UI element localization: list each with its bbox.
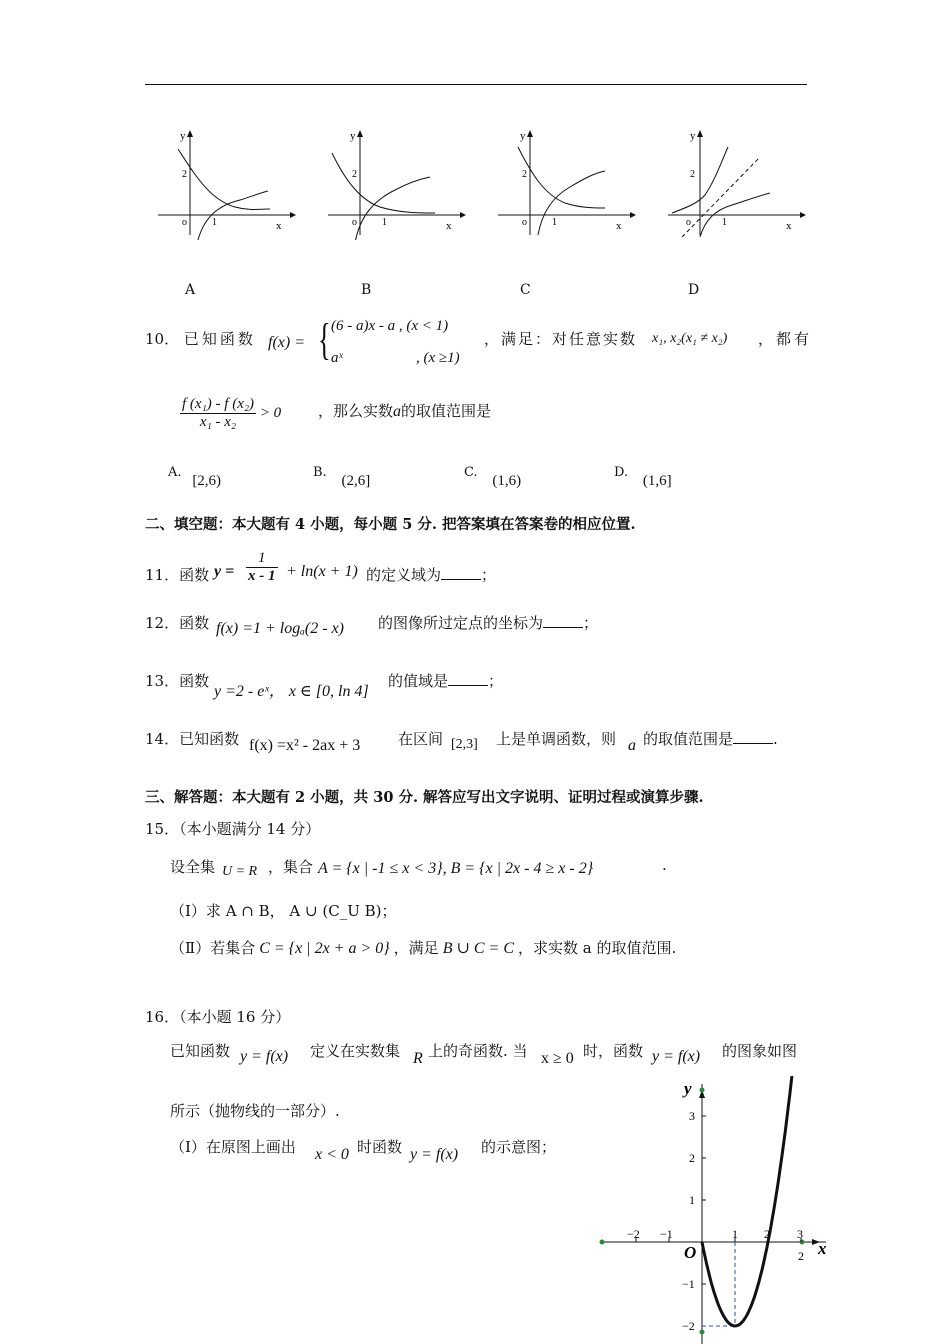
- q12-post-text: 的图像所过定点的坐标为: [378, 614, 544, 632]
- q10-mid: ，满足：对任意实数: [484, 330, 638, 348]
- q10-tail: ，都有: [758, 330, 813, 348]
- q15-l1-pre: 设全集: [170, 858, 216, 876]
- q16-l3-pre: （Ⅰ）在原图上画出: [170, 1138, 296, 1156]
- section-2-heading: 二、填空题：本大题有 4 小题，每小题 5 分. 把答案填在答案卷的相应位置.: [145, 516, 636, 533]
- q16-figure: [596, 1076, 836, 1344]
- q10-option-d: [614, 462, 672, 489]
- q14-number: 14．: [145, 730, 180, 748]
- graph-label-c: C: [520, 282, 531, 298]
- q13-post-text: 的值域是: [388, 672, 449, 690]
- option-a-key: A.: [168, 465, 182, 480]
- svg-text:2: 2: [352, 169, 357, 180]
- q12-answer-blank[interactable]: [543, 627, 583, 628]
- q16-l1-cond: x ≥ 0: [541, 1050, 574, 1067]
- option-graphs: [150, 125, 810, 240]
- q10-frac-den: x₁ - x₂: [199, 414, 237, 430]
- q16-l1-mid: 定义在实数集: [310, 1042, 401, 1060]
- q10-after: [318, 400, 491, 421]
- q12-pre: 函数: [179, 614, 210, 632]
- q12-end: ；: [583, 614, 599, 632]
- q14-expr: f(x) =x² - 2ax + 3: [249, 737, 361, 754]
- svg-text:y: y: [520, 130, 526, 142]
- x-tick-1: 1: [732, 1227, 738, 1241]
- svg-text:1: 1: [212, 217, 217, 228]
- q10-frac-num: f (x₁) - f (x₂): [182, 396, 255, 412]
- q10-number: 10．: [145, 330, 180, 348]
- graph-label-a: A: [185, 282, 196, 298]
- option-a-value: [2,6): [192, 473, 222, 489]
- question-14: [145, 728, 239, 749]
- q14-post-text: 的取值范围是: [643, 730, 734, 748]
- q14-interval: [2,3]: [451, 737, 478, 752]
- q14-mid2: 上是单调函数，则: [496, 730, 617, 748]
- y-tick-neg1: −1: [682, 1277, 695, 1291]
- parabola-curve: [702, 1076, 794, 1326]
- y-tick-neg2: −2: [682, 1319, 695, 1333]
- q15-l3-mid: ，满足: [393, 939, 439, 957]
- option-d-value: (1,6]: [642, 473, 672, 489]
- q15-l3-pre: （Ⅱ）若集合: [170, 939, 256, 957]
- svg-text:y: y: [350, 130, 356, 142]
- y-axis-bottom-point: [700, 1330, 705, 1335]
- q16-line2: 所示（抛物线的一部分）.: [170, 1102, 340, 1120]
- q11-post: [366, 564, 496, 585]
- q10-condition: [180, 396, 281, 431]
- svg-text:x: x: [446, 220, 452, 232]
- q13-pre: 函数: [179, 672, 210, 690]
- q12-post: [378, 612, 598, 633]
- x-tick-neg2: −2: [627, 1227, 640, 1241]
- svg-text:o: o: [182, 217, 187, 228]
- q15-universal-set: U = R: [222, 864, 258, 879]
- option-b-value: (2,6]: [341, 473, 371, 489]
- svg-text:1: 1: [722, 217, 727, 228]
- q10-brace: {: [318, 315, 331, 364]
- option-d-key: D.: [614, 465, 629, 480]
- option-c-key: C.: [464, 465, 478, 480]
- svg-text:1: 1: [382, 217, 387, 228]
- q12-expr: f(x) =1 + logₐ(2 - x): [216, 620, 345, 637]
- q12-number: 12．: [145, 614, 180, 632]
- svg-text:o: o: [686, 217, 691, 228]
- q16-l1-R: R: [413, 1050, 423, 1067]
- svg-text:o: o: [522, 217, 527, 228]
- graph-c: [498, 130, 636, 235]
- q10-option-c: [464, 462, 522, 489]
- y-tick-3: 3: [689, 1109, 695, 1123]
- q13-end: ；: [488, 672, 504, 690]
- q16-l3-mid: 时函数: [357, 1138, 403, 1156]
- q15-l1-mid: ，集合: [268, 858, 314, 876]
- q11-number: 11．: [145, 566, 180, 584]
- q10-case2-cond: , (x ≥1): [416, 350, 460, 366]
- q11-end: ；: [481, 566, 497, 584]
- q15-sets: A = {x | -1 ≤ x < 3}, B = {x | 2x - 4 ≥ x - 2}: [318, 860, 594, 877]
- y-axis-top-point: [700, 1088, 705, 1093]
- q13-answer-blank[interactable]: [448, 685, 488, 686]
- y-tick-1: 1: [689, 1193, 695, 1207]
- option-c-value: (1,6): [492, 473, 522, 489]
- q15-part1: （Ⅰ）求 A ∩ B， A ∪ (C_U B)；: [170, 902, 397, 920]
- q10-option-b: [313, 462, 371, 489]
- svg-text:1: 1: [552, 217, 557, 228]
- x-tick-3: 3: [797, 1227, 803, 1241]
- q16-l1-pre: 已知函数: [170, 1042, 231, 1060]
- svg-text:x: x: [786, 220, 792, 232]
- q10-case1: (6 - a)x - a , (x < 1): [331, 318, 449, 334]
- q14-answer-blank[interactable]: [733, 743, 773, 744]
- q11-frac-num: 1: [246, 550, 278, 568]
- q10-gt: > 0: [259, 404, 282, 421]
- q11-answer-blank[interactable]: [441, 579, 481, 580]
- q15-line1: [170, 856, 215, 877]
- q15-part2: [170, 937, 676, 958]
- q13-post: [388, 670, 503, 691]
- q10-a: a: [393, 403, 402, 420]
- graph-label-d: D: [688, 282, 700, 298]
- q13-expr: y =2 - eˣ， x ∈ [0, ln 4]: [214, 683, 369, 700]
- q11-frac-den: x - 1: [248, 568, 276, 584]
- x-tick-neg1: −1: [660, 1227, 673, 1241]
- q16-l3-end: 的示意图；: [481, 1138, 557, 1156]
- q16-heading: 16．（本小题 16 分）: [145, 1008, 291, 1026]
- svg-text:2: 2: [182, 169, 187, 180]
- q10-case2-expr: aˣ: [331, 350, 343, 366]
- graph-label-b: B: [361, 282, 372, 298]
- q10-vars: x₁, x₂(x₁ ≠ x₂): [652, 331, 728, 346]
- question-12: [145, 612, 209, 633]
- q15-l3-cond: B ∪ C = C: [442, 940, 515, 957]
- section-3-heading: 三、解答题：本大题有 2 小题，共 30 分. 解答应写出文字说明、证明过程或演算步骤.: [145, 789, 704, 806]
- graph-d: [668, 130, 806, 237]
- y-tick-2: 2: [689, 1151, 695, 1165]
- q11-fraction: [246, 550, 278, 585]
- q16-l3-f: y = f(x): [410, 1146, 459, 1163]
- q15-l3-set: C = {x | 2x + a > 0}: [259, 940, 390, 957]
- q13-number: 13．: [145, 672, 180, 690]
- fig-xlabel: x: [818, 1239, 827, 1258]
- q10-after2: 的取值范围是: [401, 402, 492, 420]
- q10-after-text: ，那么实数: [318, 402, 394, 420]
- q15-heading: 15．（本小题满分 14 分）: [145, 820, 321, 838]
- x-extra-label: 2: [798, 1249, 804, 1263]
- q10-fx: f(x) =: [268, 334, 305, 351]
- q14-post: [643, 728, 778, 749]
- q10-lead: 已知函数: [183, 330, 256, 348]
- question-11: [145, 564, 209, 585]
- q14-pre: 已知函数: [179, 730, 240, 748]
- q11-y: y =: [214, 563, 235, 580]
- q14-end: .: [773, 730, 778, 748]
- q16-l1-f: y = f(x): [240, 1048, 289, 1065]
- q11-pre: 函数: [179, 566, 210, 584]
- svg-text:2: 2: [690, 169, 695, 180]
- q10-option-a: [168, 462, 222, 489]
- q16-l3-cond: x < 0: [315, 1146, 349, 1163]
- svg-text:x: x: [616, 220, 622, 232]
- q16-l1-mid2: 上的奇函数. 当: [428, 1042, 528, 1060]
- question-13: [145, 670, 209, 691]
- svg-text:2: 2: [522, 169, 527, 180]
- graph-a: [158, 130, 296, 240]
- header-rule: [145, 84, 807, 85]
- option-b-key: B.: [313, 465, 327, 480]
- q14-a: a: [628, 737, 636, 754]
- svg-text:x: x: [276, 220, 282, 232]
- svg-text:y: y: [690, 130, 696, 142]
- x-axis-start-point: [600, 1240, 605, 1245]
- svg-text:y: y: [180, 130, 186, 142]
- fig-ylabel: y: [684, 1079, 692, 1098]
- q14-mid: 在区间: [398, 730, 444, 748]
- q11-post-text: 的定义域为: [366, 566, 442, 584]
- q16-l1-f2: y = f(x): [652, 1048, 701, 1065]
- graph-b: [328, 130, 466, 240]
- fig-origin: O: [684, 1243, 697, 1262]
- svg-text:o: o: [352, 217, 357, 228]
- x-tick-2: 2: [764, 1227, 770, 1241]
- q16-l1-end: 的图象如图: [722, 1042, 798, 1060]
- q15-l1-end: .: [662, 856, 667, 874]
- q16-l1-mid3: 时，函数: [583, 1042, 644, 1060]
- q15-l3-end: ，求实数 a 的取值范围.: [518, 939, 677, 957]
- q11-rest: + ln(x + 1): [286, 563, 358, 580]
